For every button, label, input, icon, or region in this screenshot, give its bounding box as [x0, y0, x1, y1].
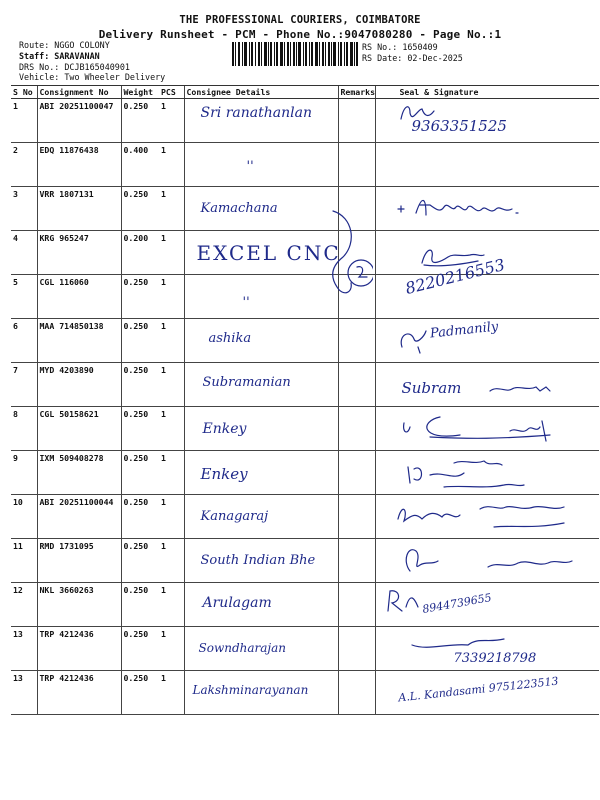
consignee: [184, 143, 338, 187]
table-row: [11, 363, 599, 407]
pcs: 1: [159, 319, 184, 363]
sno: 5: [11, 275, 37, 319]
consignment-no: ABI 20251100047: [37, 99, 121, 143]
weight: 0.200: [121, 231, 159, 275]
table-row: [11, 495, 599, 539]
col-consignee: Consignee Details: [184, 86, 338, 99]
sno: 10: [11, 495, 37, 539]
signature-name: Subram: [401, 379, 462, 397]
signature-scribble: [408, 633, 508, 653]
remarks: [338, 231, 375, 275]
table-row: [11, 671, 599, 715]
consignee-handwriting: South Indian Bhe: [200, 553, 316, 568]
col-consignment: Consignment No: [37, 86, 121, 99]
signature: [375, 319, 599, 363]
weight: 0.250: [121, 319, 159, 363]
consignee-bracket-scribble: [323, 203, 373, 303]
signature-scribble: [488, 379, 558, 399]
consignee-handwriting: Lakshminarayanan: [192, 683, 309, 697]
sno: 1: [11, 99, 37, 143]
consignment-no: TRP 4212436: [37, 671, 121, 715]
table-header-row: [11, 86, 599, 99]
pcs: 1: [159, 143, 184, 187]
sno: 3: [11, 187, 37, 231]
consignment-no: NKL 3660263: [37, 583, 121, 627]
col-remarks: Remarks: [338, 86, 375, 99]
signature: [375, 363, 599, 407]
consignment-no: MAA 714850138: [37, 319, 121, 363]
sno: 11: [11, 539, 37, 583]
signature-scribble: [394, 499, 594, 535]
sno: 2: [11, 143, 37, 187]
signature-name: Padmanily: [428, 319, 499, 342]
weight: 0.250: [121, 187, 159, 231]
signature: [375, 407, 599, 451]
table-row: [11, 583, 599, 627]
table-row: [11, 319, 599, 363]
consignment-no: RMD 1731095: [37, 539, 121, 583]
weight: 0.250: [121, 495, 159, 539]
consignment-no: MYD 4203890: [37, 363, 121, 407]
consignment-no: TRP 4212436: [37, 627, 121, 671]
pcs: 1: [159, 363, 184, 407]
weight: 0.250: [121, 451, 159, 495]
sno: 12: [11, 583, 37, 627]
signature-phone: 9363351525: [411, 117, 507, 135]
col-pcs: PCS: [159, 86, 184, 99]
consignment-no: CGL 116060: [37, 275, 121, 319]
consignee: [184, 495, 338, 539]
consignment-no: EDQ 11876438: [37, 143, 121, 187]
signature: [375, 187, 599, 231]
sno: 6: [11, 319, 37, 363]
consignee-handwriting: '': [242, 295, 250, 310]
signature: [375, 451, 599, 495]
staff-label: Staff: SARAVANAN: [19, 51, 100, 61]
consignee-handwriting: Enkey: [202, 421, 247, 437]
pcs: 1: [159, 671, 184, 715]
pcs: 1: [159, 583, 184, 627]
weight: 0.250: [121, 539, 159, 583]
table-row: [11, 627, 599, 671]
signature: [375, 671, 599, 715]
pcs: 1: [159, 231, 184, 275]
weight: 0.250: [121, 627, 159, 671]
barcode-image: [232, 42, 358, 66]
consignee: [184, 407, 338, 451]
table-row: [11, 275, 599, 319]
consignee: [184, 671, 338, 715]
pcs: 1: [159, 99, 184, 143]
weight: 0.250: [121, 671, 159, 715]
signature: [375, 495, 599, 539]
consignee: [184, 319, 338, 363]
table-row: [11, 187, 599, 231]
table-row: [11, 99, 599, 143]
consignee-handwriting: ashika: [208, 331, 252, 346]
consignee: [184, 187, 338, 231]
consignee: [184, 539, 338, 583]
signature-scribble: [398, 541, 588, 579]
consignment-no: ABI 20251100044: [37, 495, 121, 539]
sno: 9: [11, 451, 37, 495]
col-signature: Seal & Signature: [375, 86, 599, 99]
pcs: 1: [159, 275, 184, 319]
signature-name: A.L. Kandasami 9751223513: [397, 674, 559, 705]
consignee-handwriting: Sri ranathanlan: [200, 105, 312, 121]
sno: 4: [11, 231, 37, 275]
consignment-no: VRR 1807131: [37, 187, 121, 231]
pcs: 1: [159, 495, 184, 539]
consignee-handwriting: Kanagaraj: [200, 509, 269, 524]
consignment-no: IXM 509408278: [37, 451, 121, 495]
weight: 0.400: [121, 143, 159, 187]
remarks: [338, 671, 375, 715]
consignee-handwriting: Enkey: [200, 465, 248, 483]
route-label: Route: NGGO COLONY: [19, 40, 110, 50]
weight: 0.250: [121, 363, 159, 407]
runsheet-table: [11, 85, 599, 715]
pcs: 1: [159, 627, 184, 671]
col-weight: Weight: [121, 86, 159, 99]
signature-phone: 7339218798: [453, 651, 537, 666]
table-row: [11, 143, 599, 187]
signature: [375, 627, 599, 671]
consignee-handwriting: Subramanian: [202, 375, 291, 390]
consignment-no: CGL 50158621: [37, 407, 121, 451]
company-title: THE PROFESSIONAL COURIERS, COIMBATORE: [179, 14, 421, 26]
signature: [375, 539, 599, 583]
drs-number: DRS No.: DCJB165040901: [19, 62, 130, 72]
weight: 0.250: [121, 275, 159, 319]
consignee: [184, 363, 338, 407]
weight: 0.250: [121, 99, 159, 143]
consignee: [184, 583, 338, 627]
signature: [375, 143, 599, 187]
vehicle-label: Vehicle: Two Wheeler Delivery: [19, 72, 166, 82]
consignee: [184, 275, 338, 319]
consignment-no: KRG 965247: [37, 231, 121, 275]
consignee-handwriting: Arulagam: [202, 595, 272, 611]
table-row: [11, 407, 599, 451]
signature-scribble: [400, 413, 560, 447]
weight: 0.250: [121, 583, 159, 627]
pcs: 1: [159, 451, 184, 495]
signature: [375, 583, 599, 627]
signature-scribble: [404, 457, 554, 491]
consignee: [184, 99, 338, 143]
signature-scribble: [384, 587, 424, 613]
signature: [375, 99, 599, 143]
consignee-handwriting: '': [246, 159, 254, 174]
consignee: [184, 451, 338, 495]
table-row: [11, 231, 599, 275]
col-sno: S No: [11, 86, 37, 99]
signature-scribble: [396, 193, 546, 223]
sno: 7: [11, 363, 37, 407]
consignee-handwriting: Sowndharajan: [198, 641, 287, 655]
rs-number: RS No.: 1650409: [362, 42, 438, 52]
weight: 0.250: [121, 407, 159, 451]
signature-phone: 8944739655: [420, 591, 493, 616]
consignee-handwriting: Kamachana: [200, 201, 278, 216]
table-row: [11, 451, 599, 495]
signature: [375, 254, 599, 319]
rs-date: RS Date: 02-Dec-2025: [362, 53, 463, 63]
consignee: [184, 231, 341, 275]
sno: 13: [11, 671, 37, 715]
consignee: [184, 627, 338, 671]
pcs: 1: [159, 539, 184, 583]
signature-phone: 8220216553: [402, 254, 507, 298]
runsheet-subtitle: Delivery Runsheet - PCM - Phone No.:9047080280 - Page No.:1: [98, 28, 502, 41]
consignee-handwriting: EXCEL CNC: [196, 241, 341, 265]
pcs: 1: [159, 407, 184, 451]
table-row: [11, 539, 599, 583]
sno: 8: [11, 407, 37, 451]
pcs: 1: [159, 187, 184, 231]
sno: 13: [11, 627, 37, 671]
